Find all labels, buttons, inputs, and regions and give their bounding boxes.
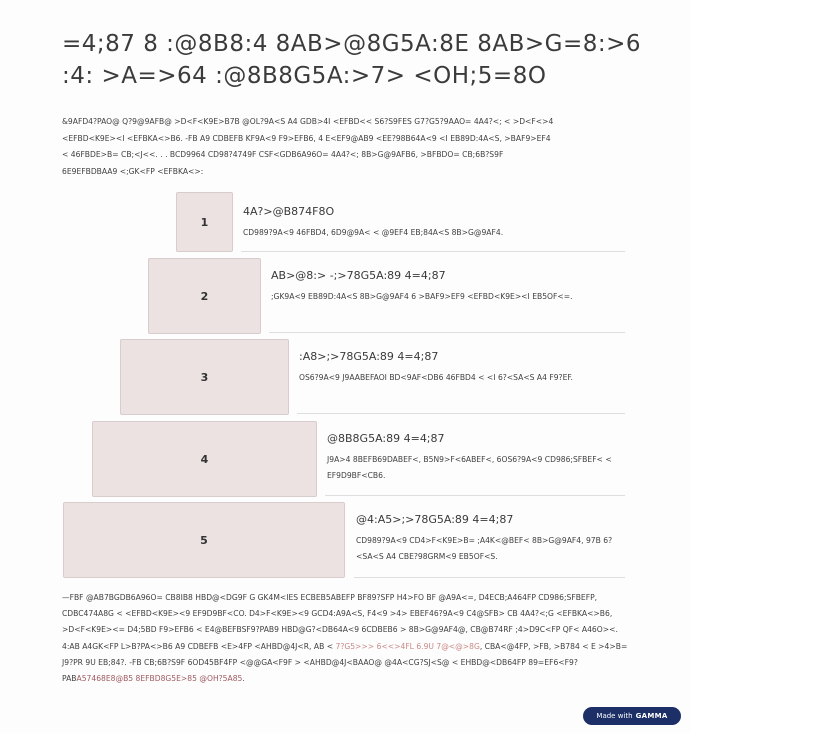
step-divider-2 <box>269 332 625 333</box>
step-desc-4: J9A>4 8BEFB69DABEF<, B5N9>F<6ABEF<, 6OS6?9A<9 CD986;SFBEF< < EF9D9BF<CB6. <box>327 455 612 480</box>
step-divider-3 <box>297 413 625 414</box>
step-number-1: 1 <box>200 215 209 229</box>
page-title-line-2: :4: >A=>64 :@8B8G5A:>7> <OH;5=8O <box>62 63 547 89</box>
conclusion-text-1: —FBF @AB7BGDB6A96O= CB8IB8 HBD@<DG9F G GK4M<IES ECBEB5ABEFP BF89?SFP H4>FO BF @A9A<=, D4ECB;A464FP CD986;SFBEFP, CDBC474A8G < <EFBD<K9E><9 EF9D9BF<CO. D4>F<K9E><9 GCD4:A9A<S, F4<9 >4> EBEF46?9A<9 C4@SFB> CB 4A4?<;G <EFBKA<>B6, >D<F<K9E><= D4;5BD F9>EFB6 < E4@BEFBSF9?PAB9 HBD@G?<DB64A<9 6CDBEB6 > 8B>G@9AF4@, CB@B74RF ;4>D9C<FP QF< A46O><. 4:AB A4GK<FP L>B?PA<>B6 A9 CDBEFB <E>4FP <AHBD@4J<R, AB < <box>62 593 618 651</box>
step-content-5 <box>356 513 631 565</box>
step-number-box-4 <box>92 421 317 497</box>
conclusion-link-1[interactable]: 7?G5>>> 6<<>4FL 6.9U 7@<@>8G <box>335 641 480 651</box>
step-title-5: @4:A5>;>78G5A:89 4=4;87 <box>356 513 514 526</box>
step-number-box-2 <box>148 258 261 334</box>
step-number-2: 2 <box>200 289 209 303</box>
conclusion-text-3: . <box>242 674 245 684</box>
conclusion-text-2: , CBA<@4FP, >FB, >B784 < E >4>B= J9?PR 9U EB;84?. -FB CB;6B?S9F 6OD45BF4FP <@@GA<F9F > <AHBD@4J<BAAO@ @4A<CG?SJ<S@ < EHBD@<DB64FP 89=EF6<F9?PAB <box>62 641 628 684</box>
step-divider-1 <box>241 251 625 252</box>
step-content-4 <box>327 432 627 484</box>
step-desc-3: OS6?9A<9 J9AABEFAOI BD<9AF<DB6 46FBD4 < <I 6?<SA<S A4 F9?EF. <box>299 373 573 382</box>
page-title <box>62 28 682 92</box>
conclusion-link-2[interactable]: A57468E8@B5 8EFBD8G5E>85 @OH?5A85 <box>76 674 243 684</box>
step-desc-1: CD989?9A<9 46FBD4, 6D9@9A< < @9EF4 EB;84A<S 8B>G@9AF4. <box>243 228 504 237</box>
step-content-1 <box>243 205 543 241</box>
page-title-line-1: =4;87 8 :@8B8:4 8AB>@8G5A:8E 8AB>G=8:>6 <box>62 31 642 57</box>
step-number-3: 3 <box>200 370 209 384</box>
step-content-2 <box>271 269 591 305</box>
step-divider-4 <box>325 495 625 496</box>
step-title-2: AB>@8:> -;>78G5A:89 4=4;87 <box>271 269 446 282</box>
made-with-gamma-badge[interactable] <box>583 707 681 725</box>
step-title-1: 4A?>@B874F8O <box>243 205 335 218</box>
step-title-3: :A8>;>78G5A:89 4=4;87 <box>299 350 439 363</box>
step-number-box-5 <box>63 502 345 578</box>
step-number-5: 5 <box>200 533 208 547</box>
step-divider-5 <box>354 577 625 578</box>
step-content-3 <box>299 350 619 386</box>
gamma-logo-text: GAMMA <box>635 712 668 720</box>
step-title-4: @8B8G5A:89 4=4;87 <box>327 432 445 445</box>
step-number-4: 4 <box>200 452 209 466</box>
step-desc-5: CD989?9A<9 CD4>F<K9E>B= ;A4K<@BEF< 8B>G@9AF4, 97B 6?<SA<S A4 CBE?98GRM<9 EB5OF<S. <box>356 536 613 561</box>
step-desc-2: ;GK9A<9 EB89D:4A<S 8B>G@9AF4 6 >BAF9>EF9 <EFBD<K9E><I EB5OF<=. <box>271 292 573 301</box>
step-number-box-3 <box>120 339 289 415</box>
badge-prefix: Made with <box>596 712 633 720</box>
conclusion-paragraph <box>62 590 637 687</box>
intro-paragraph: &9AFD4?PAO@ Q?9@9AFB@ >D<F<K9E>B7B @OL?9A<S A4 GDB>4I <EFBD<< S6?S9FES G7?G5?9AAO= 4A4?<; < >D<F<>4 <EFBD<K9E><I <EFBKA<>B6. -FB A9 CDBEFB KF9A<9 F9>EFB6, 4 E<EF9@AB9 <EE?98B64A<9 <I EB89D:4A<S, >BAF9>EF4 < 46FBDE>B= CB;<J<<. . . BCD9964 CD98?4749F CSF<GDB6A96O= 4A4?<; 8B>G@9AFB6, >BFBDO= CB;6B?S9F 6E9EFBDBAA9 <;GK<FP <EFBKA<>: <box>62 117 554 176</box>
step-number-box-1 <box>176 192 233 252</box>
